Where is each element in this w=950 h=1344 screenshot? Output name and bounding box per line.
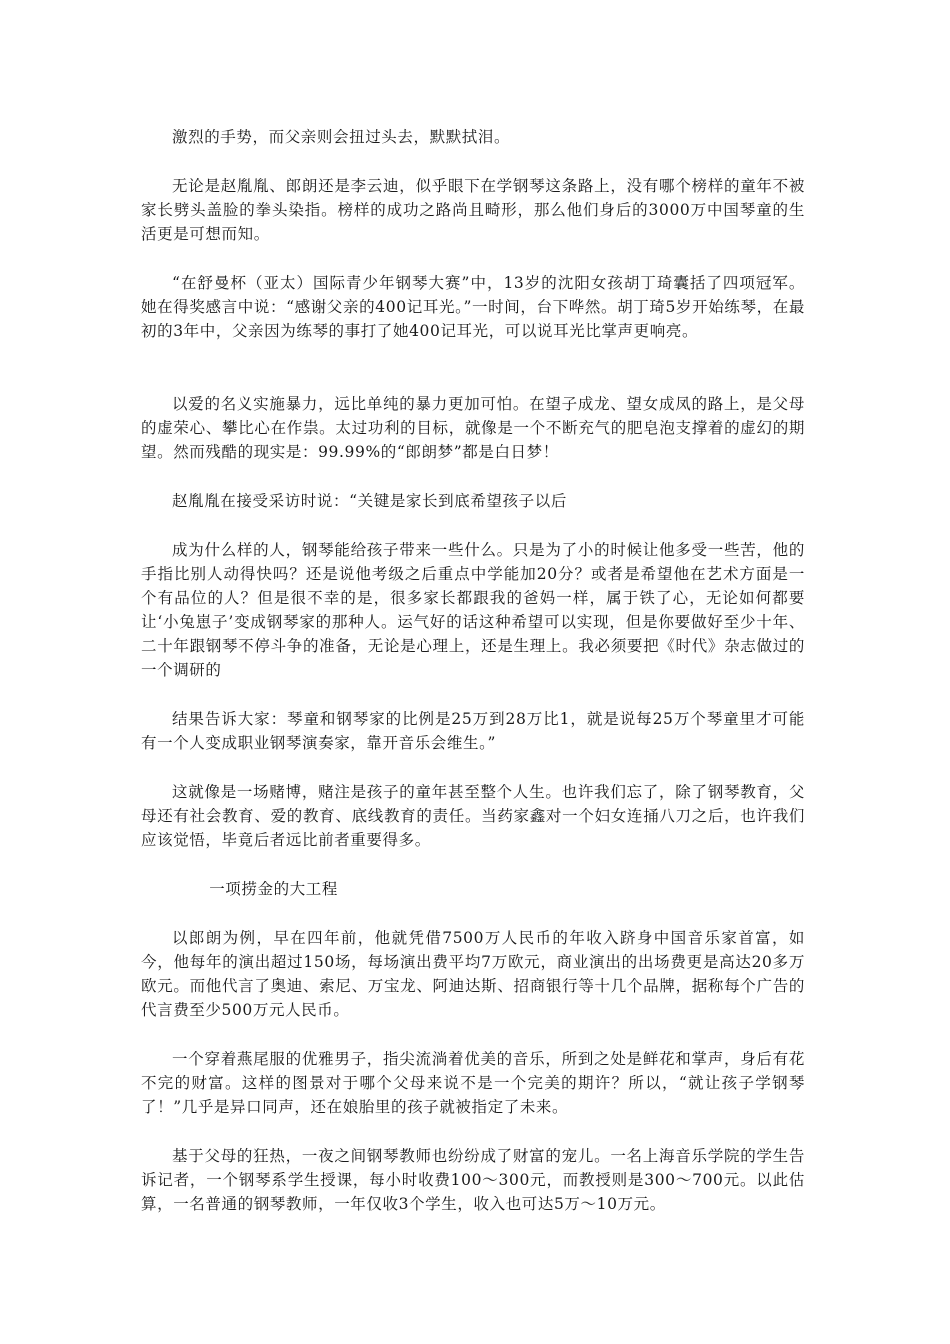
paragraph-9: 以郎朗为例，早在四年前，他就凭借7500万人民币的年收入跻身中国音乐家首富，如今，他每年的演出超过150场，每场演出费平均7万欧元，商业演出的出场费更是高达20多万欧元。而他代言了奥迪、索尼、万宝龙、阿迪达斯、招商银行等十几个品牌，据称每个广告的代言费至少500万元人民币。 [141, 929, 805, 1019]
paragraph-2: 无论是赵胤胤、郎朗还是李云迪，似乎眼下在学钢琴这条路上，没有哪个榜样的童年不被家长劈头盖脸的拳头染指。榜样的成功之路尚且畸形，那么他们身后的3000万中国琴童的生活更是可想而知。 [141, 177, 805, 243]
paragraph-3: “在舒曼杯（亚太）国际青少年钢琴大赛”中，13岁的沈阳女孩胡丁琦囊括了四项冠军。她在得奖感言中说：“感谢父亲的400记耳光。”一时间，台下哗然。胡丁琦5岁开始练琴，在最初的3年中，父亲因为练琴的事打了她400记耳光，可以说耳光比掌声更响亮。 [141, 274, 805, 340]
paragraph-1: 激烈的手势，而父亲则会扭过头去，默默拭泪。 [172, 128, 511, 146]
paragraph-6: 成为什么样的人，钢琴能给孩子带来一些什么。只是为了小的时候让他多受一些苦，他的手指比别人动得快吗？还是说他考级之后重点中学能加20分？或者是希望他在艺术方面是一个有品位的人？但是很不幸的是，很多家长都跟我的爸妈一样，属于铁了心，无论如何都要让‘小兔崽子’变成钢琴家的那种人。运气好的话这种希望可以实现，但是你要做好至少十年、二十年跟钢琴不停斗争的准备，无论是心理上，还是生理上。我必须要把《时代》杂志做过的一个调研的 [141, 541, 805, 679]
paragraph-8: 这就像是一场赌博，赌注是孩子的童年甚至整个人生。也许我们忘了，除了钢琴教育，父母还有社会教育、爱的教育、底线教育的责任。当药家鑫对一个妇女连捅八刀之后，也许我们应该觉悟，毕竟后者远比前者重要得多。 [141, 783, 805, 849]
section-heading: 一项捞金的大工程 [209, 880, 338, 898]
paragraph-10: 一个穿着燕尾服的优雅男子，指尖流淌着优美的音乐，所到之处是鲜花和掌声，身后有花不完的财富。这样的图景对于哪个父母来说不是一个完美的期许？所以，“就让孩子学钢琴了！”几乎是异口同声，还在娘胎里的孩子就被指定了未来。 [141, 1050, 805, 1116]
paragraph-7: 结果告诉大家：琴童和钢琴家的比例是25万到28万比1，就是说每25万个琴童里才可能有一个人变成职业钢琴演奏家，靠开音乐会维生。” [141, 710, 805, 752]
paragraph-11: 基于父母的狂热，一夜之间钢琴教师也纷纷成了财富的宠儿。一名上海音乐学院的学生告诉记者，一个钢琴系学生授课，每小时收费100～300元，而教授则是300～700元。以此估算，一名普通的钢琴教师，一年仅收3个学生，收入也可达5万～10万元。 [141, 1147, 805, 1213]
paragraph-5: 赵胤胤在接受采访时说：“关键是家长到底希望孩子以后 [172, 492, 567, 510]
paragraph-4: 以爱的名义实施暴力，远比单纯的暴力更加可怕。在望子成龙、望女成凤的路上，是父母的虚荣心、攀比心在作祟。太过功利的目标，就像是一个不断充气的肥皂泡支撑着的虚幻的期望。然而残酷的现实是：99.99%的“郎朗梦”都是白日梦！ [141, 395, 805, 461]
